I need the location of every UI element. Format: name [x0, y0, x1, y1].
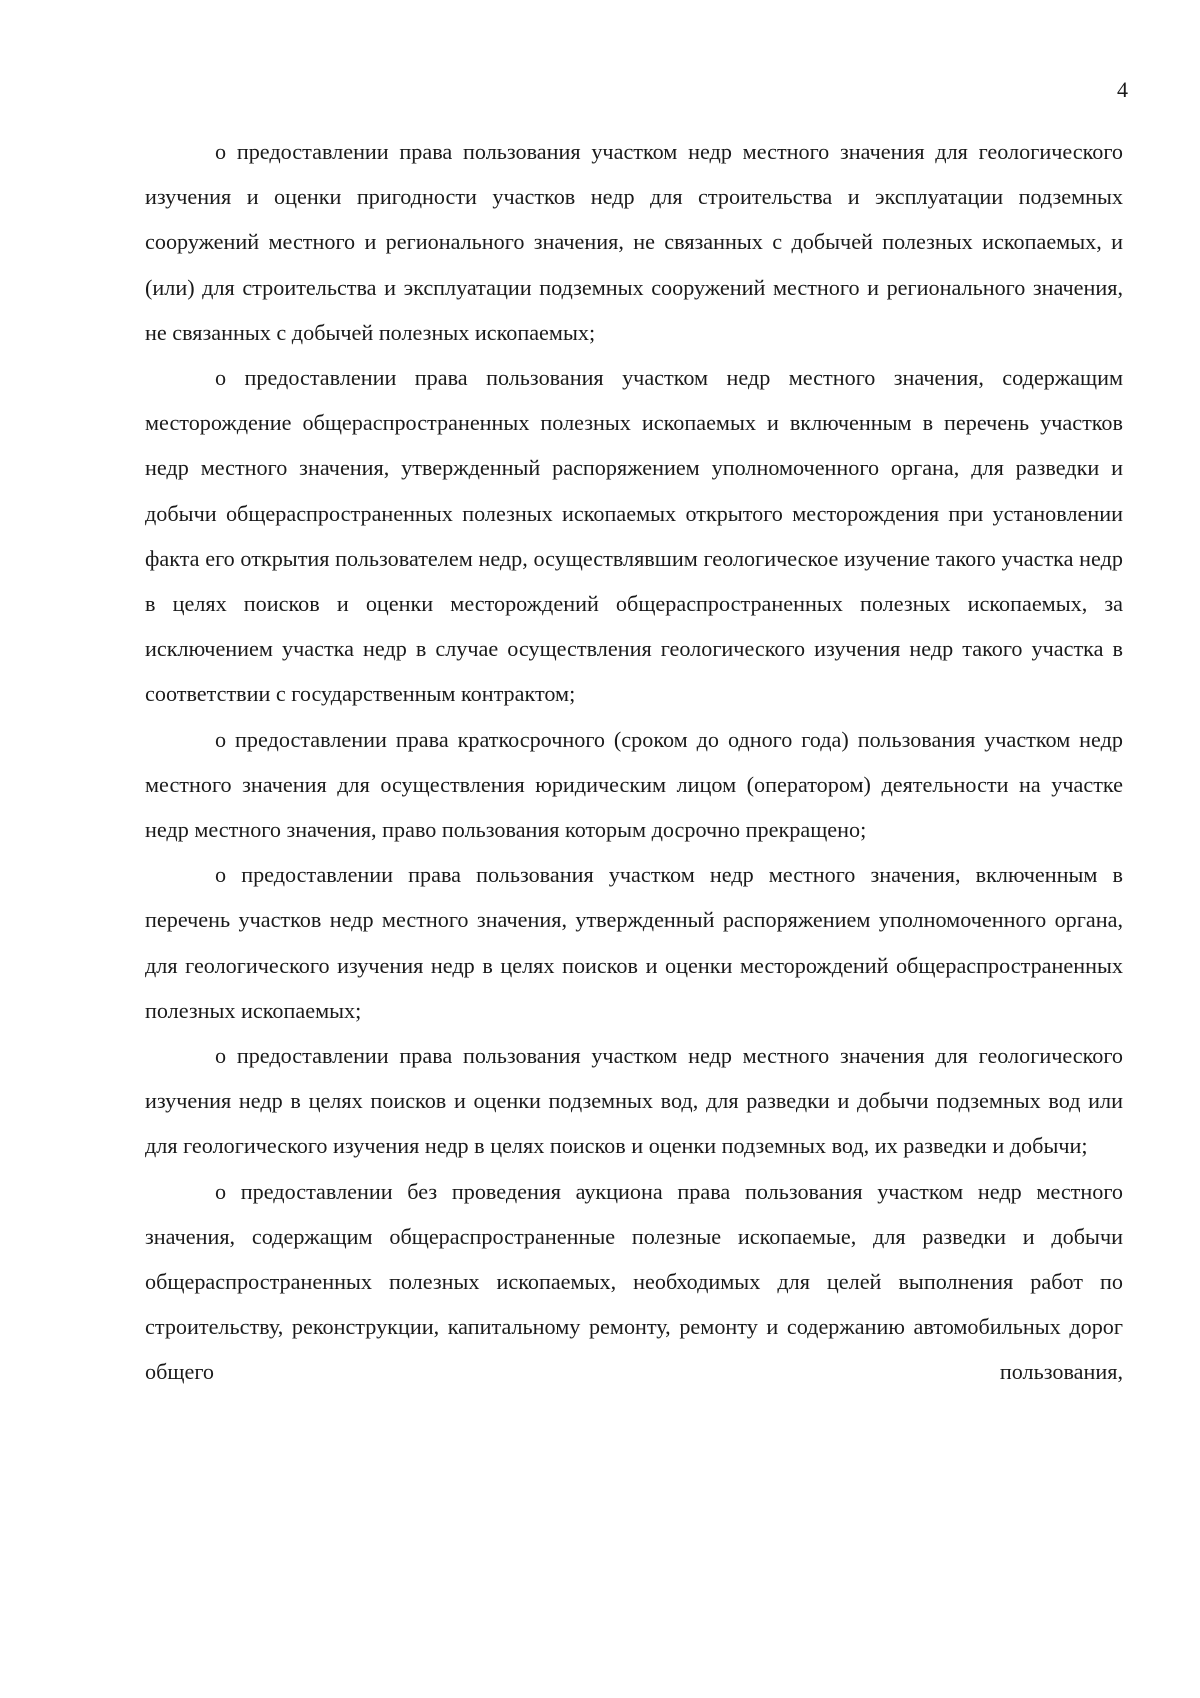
paragraph-4: о предоставлении права пользования участком недр местного значения, включенным в перечень участков недр местного значения, утвержденный распоряжением уполномоченного органа, для геологического изучения недр в целях поисков и оценки месторождений общераспространенных полезных ископаемых;: [145, 862, 1123, 1023]
paragraph-6: о предоставлении без проведения аукциона права пользования участком недр местного значения, содержащим общераспространенные полезные ископаемые, для разведки и добычи общераспространенных полезных ископаемых, необходимых для целей выполнения работ по строительству, реконструкции, капитальному ремонту, ремонту и содержанию автомобильных дорог общего пользования,: [145, 1178, 1123, 1385]
paragraph-1: о предоставлении права пользования участком недр местного значения для геологического изучения и оценки пригодности участков недр для строительства и эксплуатации подземных сооружений местного и регионального значения, не связанных с добычей полезных ископаемых, и (или) для строительства и эксплуатации подземных сооружений местного и регионального значения, не связанных с добычей полезных ископаемых;: [145, 139, 1123, 345]
page-number: 4: [1117, 77, 1128, 102]
paragraph-2: о предоставлении права пользования участком недр местного значения, содержащим месторождение общераспространенных полезных ископаемых и включенным в перечень участков недр местного значения, утвержденный распоряжением уполномоченного органа, для разведки и добычи общераспространенных полезных ископаемых открытого месторождения при установлении факта его открытия пользователем недр, осуществлявшим геологическое изучение такого участка недр в целях поисков и оценки месторождений общераспространенных полезных ископаемых, за исключением участка недр в случае осуществления геологического изучения недр такого участка в соответствии с государственным контрактом;: [145, 365, 1123, 707]
paragraph-3: о предоставлении права краткосрочного (сроком до одного года) пользования участком недр местного значения для осуществления юридическим лицом (оператором) деятельности на участке недр местного значения, право пользования которым досрочно прекращено;: [145, 726, 1123, 843]
document-body: [145, 129, 1123, 1395]
paragraph-5: о предоставлении права пользования участком недр местного значения для геологического изучения недр в целях поисков и оценки подземных вод, для разведки и добычи подземных вод или для геологического изучения недр в целях поисков и оценки подземных вод, их разведки и добычи;: [145, 1043, 1123, 1159]
